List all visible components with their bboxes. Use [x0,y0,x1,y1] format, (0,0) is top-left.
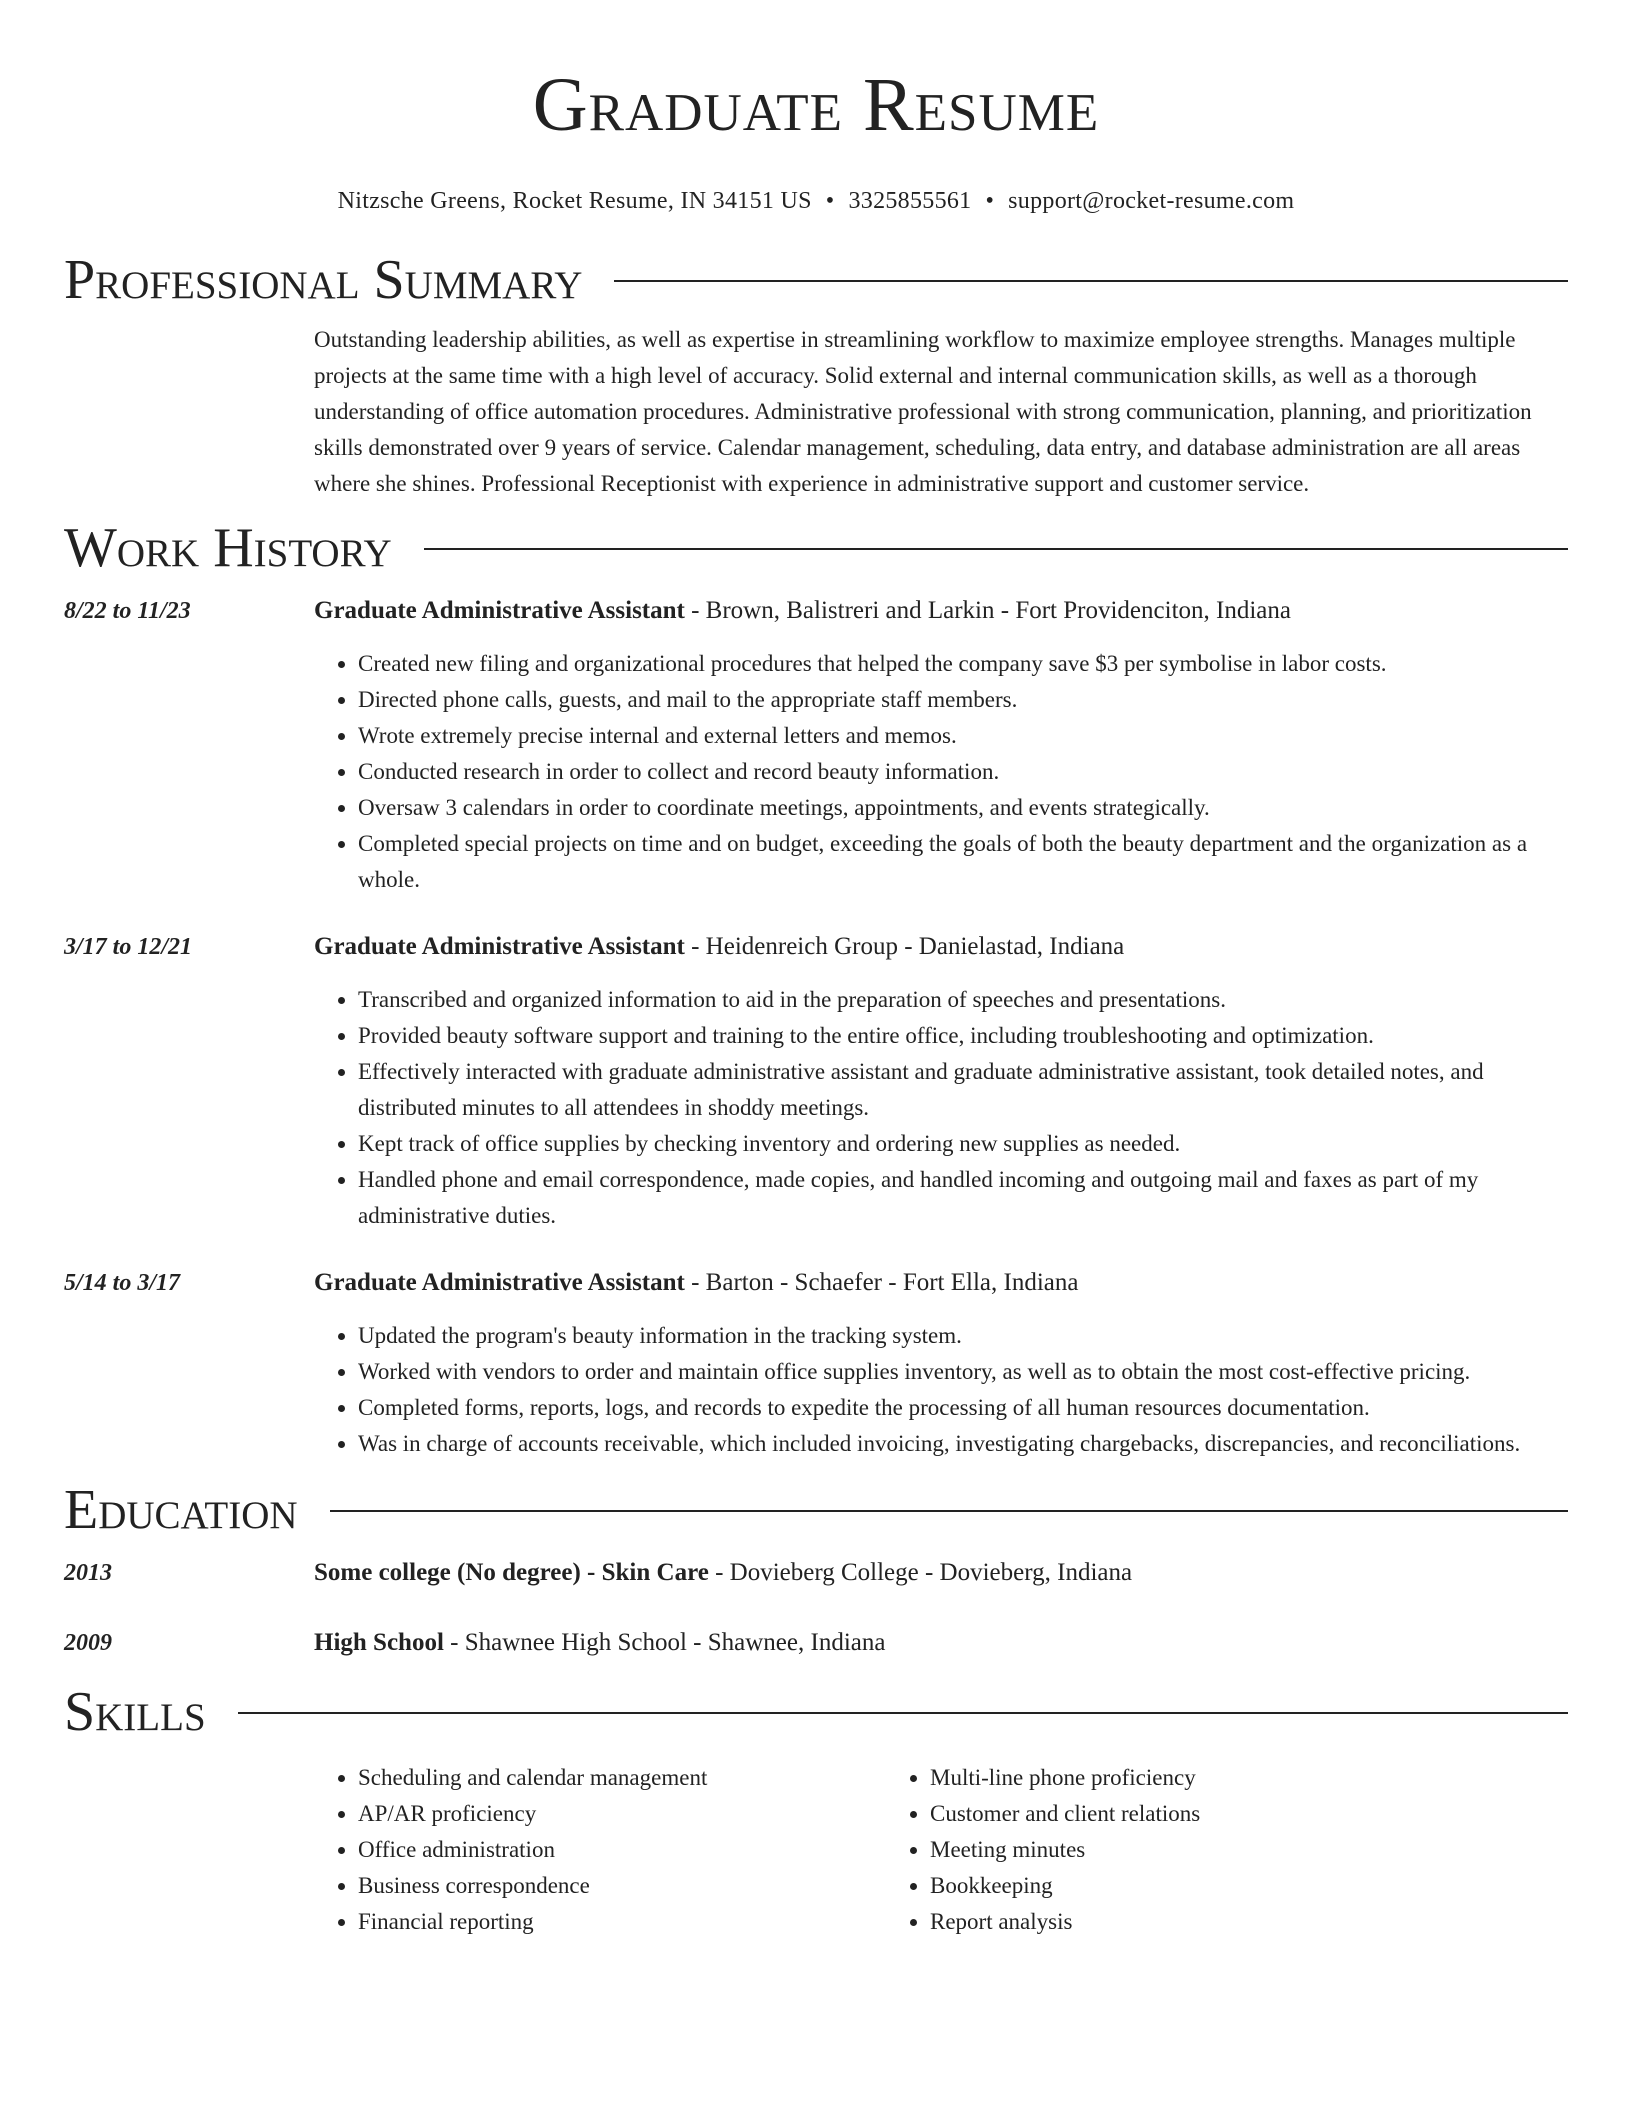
job-dates: 8/22 to 11/23 [64,598,191,624]
job-bullets [314,646,1568,898]
summary-section-title: Professional Summary [64,249,583,311]
skills-column-right [886,1760,1458,1940]
education-section-title: Education [64,1479,298,1541]
job-company: - Barton - Schaefer - Fort Ella, Indiana [684,1269,1079,1296]
section-divider [614,280,1568,282]
summary-section-header [64,250,1568,310]
job-bullet: • Was in charge of accounts receivable, which included invoicing, investigating chargebacks, discrepancies, and reconciliations. [358,1426,1568,1462]
skill-item: • Meeting minutes [930,1832,1458,1868]
job-title-line [314,596,1568,626]
skills-section-header [64,1682,1568,1742]
job-bullet: • Handled phone and email correspondence, made copies, and handled incoming and outgoing mail and faxes as part of my administrative duties. [358,1162,1568,1234]
job-bullet: • Oversaw 3 calendars in order to coordinate meetings, appointments, and events strategically. [358,790,1568,826]
education-year: 2013 [64,1560,112,1586]
job-bullet: • Completed special projects on time and on budget, exceeding the goals of both the beauty department and the organization as a whole. [358,826,1568,898]
skill-item: • Business correspondence [358,1868,886,1904]
contact-email: support@rocket-resume.com [1008,188,1295,214]
education-school: - Shawnee High School - Shawnee, Indiana [443,1629,886,1656]
job-bullet: • Transcribed and organized information to aid in the preparation of speeches and presentations. [358,982,1568,1018]
section-divider [330,1510,1568,1512]
skills-grid [314,1760,1568,1940]
job-bullet: • Provided beauty software support and training to the entire office, including troubleshooting and optimization. [358,1018,1568,1054]
job-role: Graduate Administrative Assistant [314,597,685,624]
job-dates: 3/17 to 12/21 [64,934,193,960]
skill-item: • Bookkeeping [930,1868,1458,1904]
contact-separator: • [985,188,995,214]
skills-column-left [314,1760,886,1940]
education-degree: Some college (No degree) - Skin Care [314,1559,709,1586]
section-divider [238,1712,1568,1714]
job-entry [64,1268,1568,1462]
summary-text: Outstanding leadership abilities, as well as expertise in streamlining workflow to maximize employee strengths. Manages multiple projects at the same time with a high level of accuracy. Solid external and internal communication skills, as well as a thorough understanding of office automation procedures. Administrative professional with strong communication, planning, and prioritization skills demonstrated over 9 years of service. Calendar management, scheduling, data entry, and database administration are all areas where she shines. Professional Receptionist with experience in administrative support and customer service. [314,327,1532,496]
job-title-line [314,932,1568,962]
skills-row [64,1760,1568,1940]
job-bullet: • Completed forms, reports, logs, and records to expedite the processing of all human resources documentation. [358,1390,1568,1426]
job-entry [64,596,1568,898]
education-degree: High School [314,1629,444,1656]
education-entry [64,1628,1568,1658]
summary-row [64,322,1568,502]
education-school: - Dovieberg College - Dovieberg, Indiana [708,1559,1133,1586]
job-bullet: • Updated the program's beauty information in the tracking system. [358,1318,1568,1354]
job-bullet: • Directed phone calls, guests, and mail to the appropriate staff members. [358,682,1568,718]
skill-item: • Scheduling and calendar management [358,1760,886,1796]
work-section-header [64,518,1568,578]
skills-left-spacer [64,1760,314,1940]
skill-item: • Customer and client relations [930,1796,1458,1832]
job-bullets [314,1318,1568,1462]
summary-left-spacer [64,322,314,502]
contact-separator: • [825,188,835,214]
education-line [314,1628,1568,1658]
job-dates: 5/14 to 3/17 [64,1270,181,1296]
job-bullet: • Worked with vendors to order and maintain office supplies inventory, as well as to obtain the most cost-effective pricing. [358,1354,1568,1390]
education-year: 2009 [64,1630,112,1656]
job-bullet: • Effectively interacted with graduate administrative assistant and graduate administrative assistant, took detailed notes, and distributed minutes to all attendees in shoddy meetings. [358,1054,1568,1126]
job-bullets [314,982,1568,1234]
job-role: Graduate Administrative Assistant [314,933,685,960]
job-company: - Brown, Balistreri and Larkin - Fort Providenciton, Indiana [684,597,1291,624]
resume-page [64,0,1568,1940]
job-bullet: • Created new filing and organizational procedures that helped the company save $3 per symbolise in labor costs. [358,646,1568,682]
job-role: Graduate Administrative Assistant [314,1269,685,1296]
section-divider [424,548,1568,550]
skill-item: • Report analysis [930,1904,1458,1940]
resume-name: Graduate Resume [532,63,1100,147]
contact-phone: 3325855561 [848,188,972,214]
education-section-header [64,1480,1568,1540]
skill-item: • Multi-line phone proficiency [930,1760,1458,1796]
job-company: - Heidenreich Group - Danielastad, Indiana [684,933,1125,960]
contact-address: Nitzsche Greens, Rocket Resume, IN 34151 US [337,188,812,214]
education-entry [64,1558,1568,1588]
skills-section-title: Skills [64,1681,206,1743]
skill-item: • AP/AR proficiency [358,1796,886,1832]
contact-line [64,186,1568,216]
skill-item: • Office administration [358,1832,886,1868]
job-bullet: • Kept track of office supplies by checking inventory and ordering new supplies as needed. [358,1126,1568,1162]
skill-item: • Financial reporting [358,1904,886,1940]
education-line [314,1558,1568,1588]
job-entry [64,932,1568,1234]
job-title-line [314,1268,1568,1298]
job-bullet: • Conducted research in order to collect and record beauty information. [358,754,1568,790]
work-section-title: Work History [64,517,392,579]
job-bullet: • Wrote extremely precise internal and external letters and memos. [358,718,1568,754]
